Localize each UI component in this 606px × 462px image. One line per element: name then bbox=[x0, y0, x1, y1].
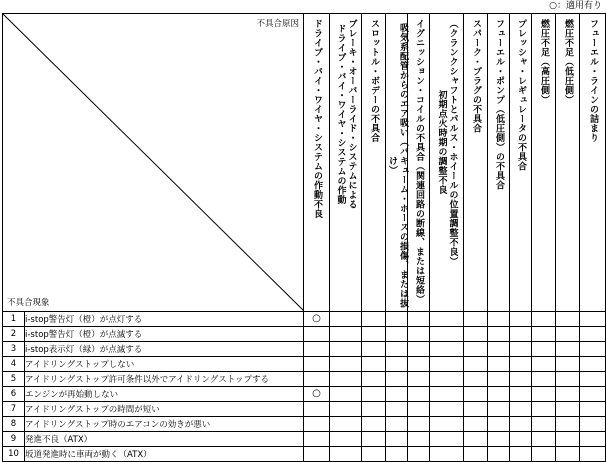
cause-header-7 bbox=[464, 14, 488, 312]
matrix-cell bbox=[556, 432, 580, 447]
cause-label: プレッシャ・レギュレータの不具合 bbox=[516, 19, 526, 171]
matrix-cell bbox=[430, 387, 464, 402]
matrix-cell bbox=[430, 327, 464, 342]
matrix-cell bbox=[430, 402, 464, 417]
matrix-cell bbox=[362, 432, 386, 447]
table-row bbox=[3, 357, 606, 372]
table-row bbox=[3, 402, 606, 417]
cause-header-3 bbox=[362, 14, 386, 312]
phenomenon-axis-label: 不具合現象 bbox=[7, 298, 50, 308]
matrix-cell bbox=[430, 357, 464, 372]
matrix-cell bbox=[330, 417, 362, 432]
phenomenon-text: アイドリングストップ時のエアコンの効きが悪い bbox=[25, 417, 304, 432]
matrix-cell bbox=[556, 372, 580, 387]
phenomenon-text: アイドリングストップ許可条件以外でアイドリングストップする bbox=[25, 372, 304, 387]
table-row bbox=[3, 372, 606, 387]
matrix-cell bbox=[556, 327, 580, 342]
matrix-cell bbox=[330, 342, 362, 357]
table-row bbox=[3, 327, 606, 342]
diagonal-line bbox=[3, 14, 304, 311]
matrix-cell bbox=[510, 417, 532, 432]
matrix-cell bbox=[464, 447, 488, 462]
matrix-body bbox=[3, 312, 606, 462]
cause-label: フューエル・ポンプ（低圧側）の不具合 bbox=[494, 19, 504, 190]
matrix-cell bbox=[330, 387, 362, 402]
matrix-cell bbox=[304, 417, 330, 432]
corner-cell bbox=[3, 14, 304, 312]
matrix-cell bbox=[532, 342, 556, 357]
matrix-cell bbox=[464, 372, 488, 387]
cause-header-12 bbox=[580, 14, 606, 312]
matrix-cell bbox=[304, 447, 330, 462]
matrix-cell bbox=[464, 342, 488, 357]
matrix-cell bbox=[580, 447, 606, 462]
cause-label: 吸気系配管からのエア吸い（バキューム・ホースの損傷、または抜け） bbox=[387, 22, 408, 308]
matrix-cell bbox=[430, 417, 464, 432]
phenomenon-text: i-stop警告灯（橙）が点滅する bbox=[25, 327, 304, 342]
legend: ○：適用有り bbox=[549, 1, 602, 11]
matrix-cell bbox=[430, 447, 464, 462]
matrix-cell bbox=[488, 417, 510, 432]
row-number: 2 bbox=[3, 327, 25, 342]
cause-header-6 bbox=[430, 14, 464, 312]
row-number: 5 bbox=[3, 372, 25, 387]
matrix-cell bbox=[386, 357, 408, 372]
matrix-cell bbox=[580, 372, 606, 387]
matrix-cell bbox=[532, 417, 556, 432]
matrix-cell bbox=[362, 342, 386, 357]
matrix-cell bbox=[386, 417, 408, 432]
matrix-cell bbox=[408, 447, 430, 462]
matrix-cell bbox=[464, 402, 488, 417]
cause-axis-label: 不具合原因 bbox=[256, 19, 299, 29]
matrix-cell bbox=[510, 402, 532, 417]
matrix-cell bbox=[408, 372, 430, 387]
table-row bbox=[3, 342, 606, 357]
matrix-cell bbox=[488, 402, 510, 417]
matrix-cell bbox=[488, 357, 510, 372]
matrix-cell bbox=[408, 387, 430, 402]
matrix-cell bbox=[488, 372, 510, 387]
cause-header-10 bbox=[532, 14, 556, 312]
matrix-cell bbox=[510, 372, 532, 387]
cause-label: スパーク・プラグの不具合 bbox=[471, 19, 481, 133]
matrix-cell bbox=[488, 387, 510, 402]
matrix-cell bbox=[556, 417, 580, 432]
matrix-cell bbox=[304, 372, 330, 387]
matrix-cell bbox=[304, 387, 330, 402]
matrix-cell bbox=[386, 447, 408, 462]
matrix-cell bbox=[304, 342, 330, 357]
matrix-cell bbox=[430, 372, 464, 387]
matrix-cell bbox=[580, 357, 606, 372]
matrix-cell bbox=[532, 387, 556, 402]
cause-header-11 bbox=[556, 14, 580, 312]
matrix-cell bbox=[304, 327, 330, 342]
cause-header-8 bbox=[488, 14, 510, 312]
matrix-cell bbox=[510, 387, 532, 402]
matrix-cell bbox=[532, 327, 556, 342]
matrix-cell bbox=[580, 342, 606, 357]
matrix-cell bbox=[408, 402, 430, 417]
matrix-cell bbox=[556, 387, 580, 402]
matrix-cell bbox=[386, 312, 408, 327]
matrix-cell bbox=[580, 432, 606, 447]
applicable-mark-icon: ○ bbox=[312, 388, 321, 399]
matrix-cell bbox=[330, 447, 362, 462]
matrix-cell bbox=[386, 387, 408, 402]
matrix-cell bbox=[464, 432, 488, 447]
cause-label: フューエル・ラインの詰まり bbox=[588, 19, 598, 143]
matrix-cell bbox=[580, 417, 606, 432]
matrix-cell bbox=[362, 387, 386, 402]
matrix-cell bbox=[580, 327, 606, 342]
cause-header-2 bbox=[330, 14, 362, 312]
matrix-cell bbox=[464, 327, 488, 342]
matrix-cell bbox=[430, 312, 464, 327]
row-number: 9 bbox=[3, 432, 25, 447]
matrix-cell bbox=[408, 312, 430, 327]
matrix-cell bbox=[408, 342, 430, 357]
applicable-mark-icon: ○ bbox=[312, 313, 321, 324]
matrix-cell bbox=[362, 372, 386, 387]
row-number: 6 bbox=[3, 387, 25, 402]
matrix-cell bbox=[556, 402, 580, 417]
diagnosis-matrix bbox=[2, 13, 606, 462]
matrix-cell bbox=[580, 402, 606, 417]
table-row bbox=[3, 312, 606, 327]
matrix-cell bbox=[408, 417, 430, 432]
row-number: 4 bbox=[3, 357, 25, 372]
cause-header-9 bbox=[510, 14, 532, 312]
cause-label: 燃圧不足（低圧側） bbox=[563, 19, 573, 105]
matrix-cell bbox=[304, 402, 330, 417]
cause-header-5 bbox=[408, 14, 430, 312]
matrix-cell bbox=[464, 357, 488, 372]
matrix-cell bbox=[532, 447, 556, 462]
cause-label: イグニッション・コイルの不具合（関連回路の断線、または短絡） bbox=[414, 19, 424, 304]
matrix-cell bbox=[362, 402, 386, 417]
matrix-cell bbox=[510, 342, 532, 357]
matrix-cell bbox=[408, 357, 430, 372]
matrix-cell bbox=[464, 417, 488, 432]
matrix-cell bbox=[386, 372, 408, 387]
matrix-cell bbox=[532, 357, 556, 372]
cause-label: ドライブ・バイ・ワイヤ・システムの作動不良 bbox=[312, 19, 322, 219]
matrix-cell bbox=[532, 432, 556, 447]
matrix-cell bbox=[488, 312, 510, 327]
matrix-cell bbox=[510, 447, 532, 462]
matrix-cell bbox=[488, 342, 510, 357]
cause-header-4 bbox=[386, 14, 408, 312]
matrix-cell bbox=[330, 357, 362, 372]
matrix-cell bbox=[386, 432, 408, 447]
matrix-cell bbox=[556, 357, 580, 372]
matrix-cell bbox=[386, 342, 408, 357]
matrix-cell bbox=[430, 432, 464, 447]
row-number: 7 bbox=[3, 402, 25, 417]
cause-header-1 bbox=[304, 14, 330, 312]
phenomenon-text: アイドリングストップの時間が短い bbox=[25, 402, 304, 417]
matrix-cell bbox=[510, 432, 532, 447]
header-row bbox=[3, 14, 606, 312]
matrix-cell bbox=[488, 327, 510, 342]
matrix-cell bbox=[430, 342, 464, 357]
matrix-cell bbox=[532, 312, 556, 327]
matrix-cell bbox=[362, 417, 386, 432]
row-number: 1 bbox=[3, 312, 25, 327]
matrix-cell bbox=[556, 312, 580, 327]
matrix-cell bbox=[330, 312, 362, 327]
matrix-cell bbox=[386, 327, 408, 342]
matrix-cell bbox=[580, 312, 606, 327]
row-number: 10 bbox=[3, 447, 25, 462]
cause-label: （クランクシャフトとパルス・ホイールの位置調整不良） 初期点火時期の調整不良 bbox=[436, 19, 458, 266]
matrix-cell bbox=[304, 312, 330, 327]
matrix-cell bbox=[330, 372, 362, 387]
matrix-cell bbox=[556, 447, 580, 462]
matrix-cell bbox=[362, 447, 386, 462]
matrix-cell bbox=[386, 402, 408, 417]
matrix-cell bbox=[510, 327, 532, 342]
matrix-cell bbox=[330, 402, 362, 417]
phenomenon-text: i-stop表示灯（緑）が点滅する bbox=[25, 342, 304, 357]
phenomenon-text: 発進不良（ATX） bbox=[25, 432, 304, 447]
matrix-cell bbox=[580, 387, 606, 402]
table-row bbox=[3, 447, 606, 462]
matrix-cell bbox=[330, 327, 362, 342]
matrix-cell bbox=[488, 447, 510, 462]
cause-label: 燃圧不足（高圧側） bbox=[539, 19, 549, 105]
matrix-cell bbox=[532, 402, 556, 417]
matrix-cell bbox=[532, 372, 556, 387]
phenomenon-text: アイドリングストップしない bbox=[25, 357, 304, 372]
matrix-cell bbox=[510, 357, 532, 372]
matrix-cell bbox=[362, 327, 386, 342]
matrix-cell bbox=[556, 342, 580, 357]
row-number: 3 bbox=[3, 342, 25, 357]
cause-label: ブレーキ・オーバーライド・システムによる ドライブ・バイ・ワイヤ・システムの作動 bbox=[335, 19, 357, 209]
matrix-cell bbox=[488, 432, 510, 447]
matrix-cell bbox=[330, 432, 362, 447]
matrix-cell bbox=[408, 327, 430, 342]
matrix-cell bbox=[362, 357, 386, 372]
matrix-cell bbox=[304, 357, 330, 372]
matrix-cell bbox=[464, 387, 488, 402]
matrix-cell bbox=[362, 312, 386, 327]
cause-label: スロットル・ボデーの不具合 bbox=[369, 19, 379, 143]
row-number: 8 bbox=[3, 417, 25, 432]
table-row bbox=[3, 432, 606, 447]
phenomenon-text: 坂道発進時に車両が動く（ATX） bbox=[25, 447, 304, 462]
matrix-cell bbox=[304, 432, 330, 447]
table-row bbox=[3, 387, 606, 402]
phenomenon-text: エンジンが再始動しない bbox=[25, 387, 304, 402]
matrix-cell bbox=[408, 432, 430, 447]
phenomenon-text: i-stop警告灯（橙）が点灯する bbox=[25, 312, 304, 327]
matrix-cell bbox=[464, 312, 488, 327]
matrix-cell bbox=[510, 312, 532, 327]
table-row bbox=[3, 417, 606, 432]
